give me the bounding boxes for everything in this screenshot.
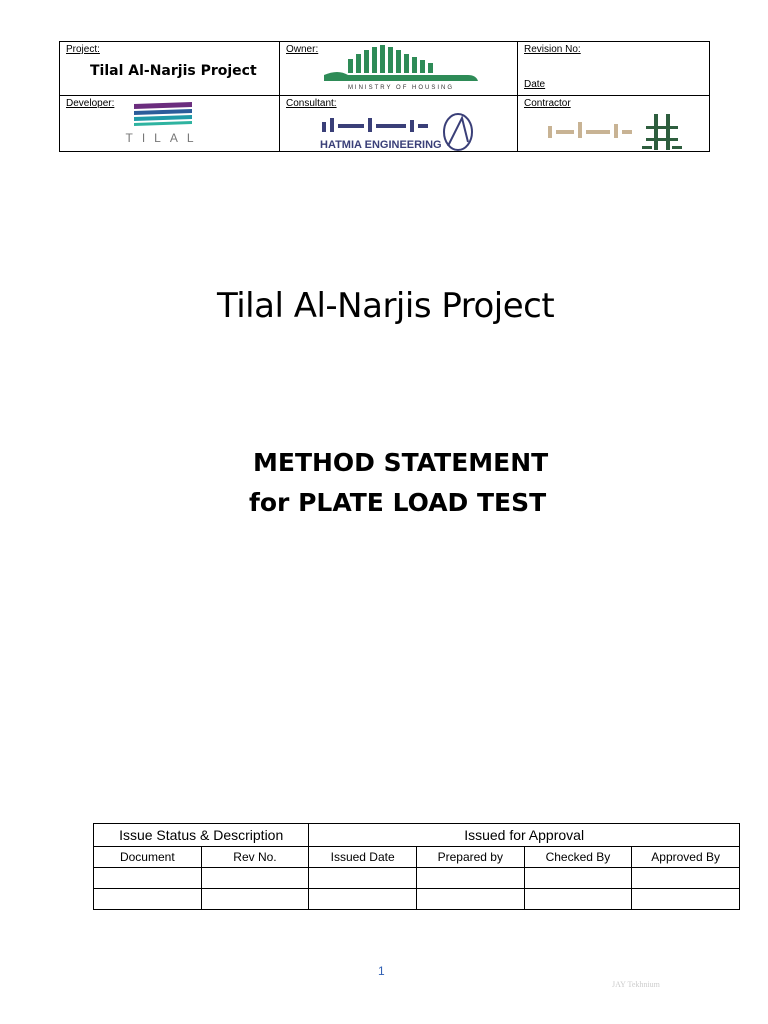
- project-label: Project:: [66, 44, 100, 55]
- document-subtitle-line1: METHOD STATEMENT: [253, 448, 549, 477]
- developer-logo-text: TILAL: [125, 131, 203, 145]
- owner-label: Owner:: [286, 44, 319, 55]
- consultant-cell: [280, 96, 518, 152]
- project-name: Tilal Al-Narjis Project: [90, 63, 257, 79]
- contractor-label: Contractor: [524, 98, 571, 109]
- column-header: Prepared by: [416, 847, 524, 868]
- ministry-of-housing-logo: [318, 45, 484, 91]
- contractor-cell: [518, 96, 710, 152]
- table-cell: [524, 889, 632, 910]
- table-cell: [309, 868, 417, 889]
- issued-for-approval-header: Issued for Approval: [309, 824, 740, 847]
- contractor-logo: [542, 112, 702, 154]
- table-cell: [416, 889, 524, 910]
- project-cell: [60, 42, 280, 96]
- tilal-logo: [106, 102, 222, 146]
- column-header: Document: [94, 847, 202, 868]
- developer-label: Developer:: [66, 98, 115, 109]
- column-header: Checked By: [524, 847, 632, 868]
- hatmia-engineering-logo: [318, 112, 478, 156]
- document-title: Tilal Al-Narjis Project: [217, 286, 555, 326]
- page-number: 1: [378, 964, 385, 978]
- column-header: Rev No.: [201, 847, 309, 868]
- owner-cell: [280, 42, 518, 96]
- document-subtitle-line2: for PLATE LOAD TEST: [249, 488, 547, 517]
- table-cell: [201, 889, 309, 910]
- table-cell: [94, 868, 202, 889]
- column-header: Approved By: [632, 847, 740, 868]
- table-cell: [632, 868, 740, 889]
- owner-logo-text: MINISTRY OF HOUSING: [347, 85, 455, 91]
- table-row: [94, 889, 740, 910]
- header-table: [59, 41, 710, 152]
- column-header: Issued Date: [309, 847, 417, 868]
- developer-cell: [60, 96, 280, 152]
- consultant-label: Consultant:: [286, 98, 337, 109]
- watermark: JAY Tekhnium: [612, 980, 660, 989]
- table-cell: [632, 889, 740, 910]
- table-cell: [416, 868, 524, 889]
- table-cell: [524, 868, 632, 889]
- revision-label: Revision No:: [524, 44, 581, 55]
- consultant-logo-text: HATMIA ENGINEERING: [320, 139, 442, 151]
- table-cell: [309, 889, 417, 910]
- date-label: Date: [524, 79, 546, 90]
- issue-status-table: [93, 823, 740, 910]
- table-cell: [201, 868, 309, 889]
- revision-cell: [518, 42, 710, 96]
- issue-status-header: Issue Status & Description: [94, 824, 309, 847]
- table-cell: [94, 889, 202, 910]
- table-row: [94, 868, 740, 889]
